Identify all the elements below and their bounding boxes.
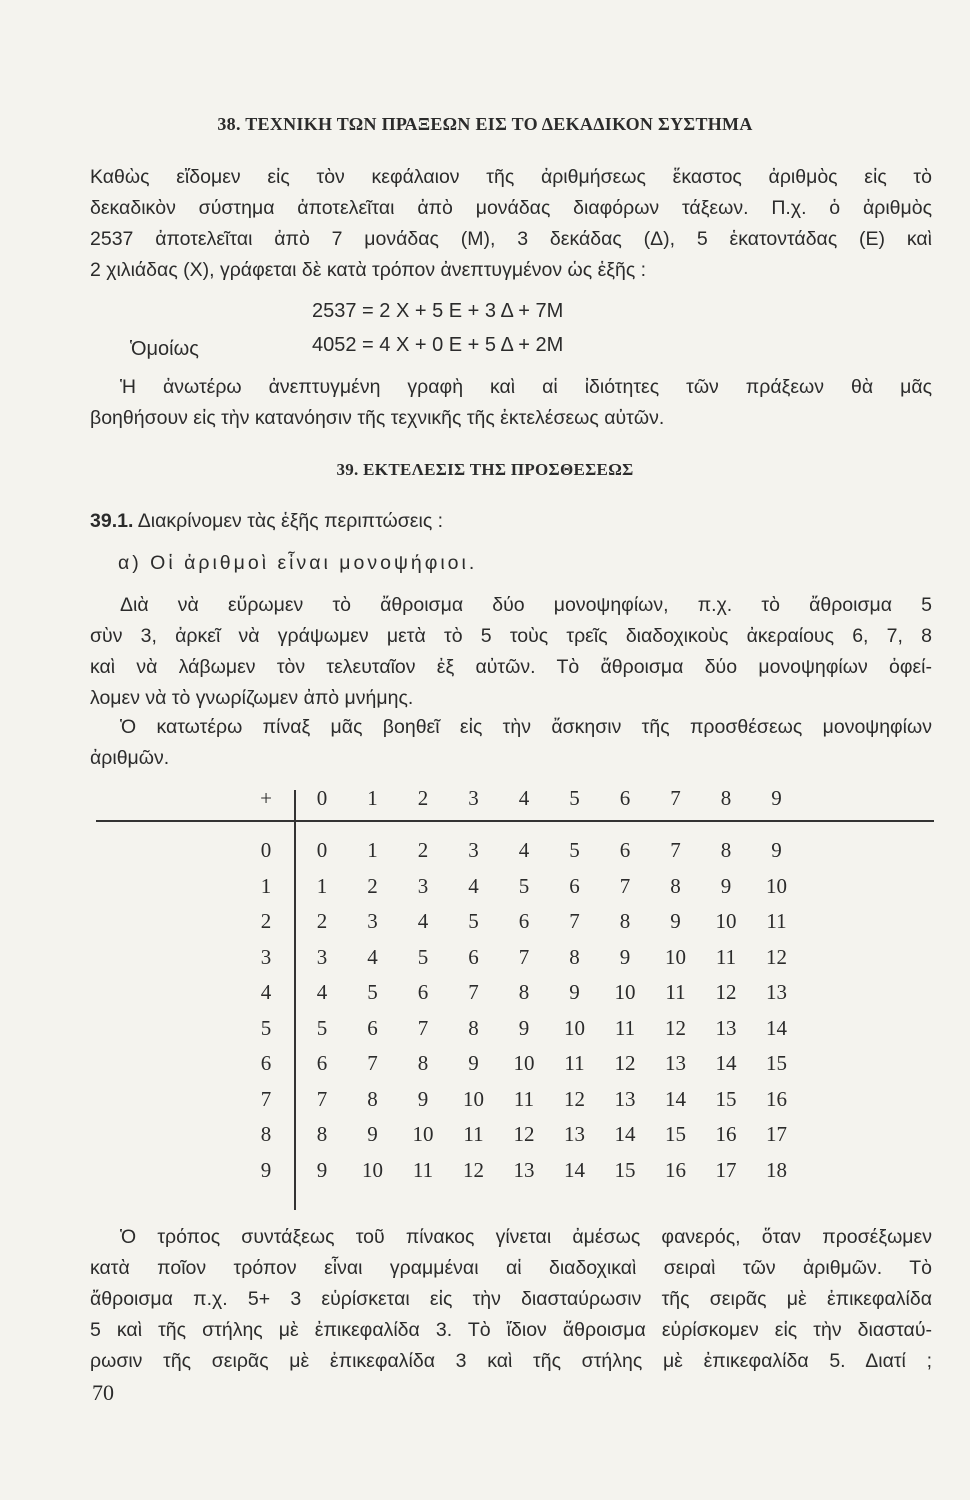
table-operator: + — [260, 786, 272, 810]
table-cell: 7 — [569, 909, 580, 933]
table-cell: 14 — [766, 1015, 787, 1040]
equation-2: 4052 = 4 Χ + 0 Ε + 5 Δ + 2Μ — [312, 334, 564, 356]
paragraph-3-line-3: καὶ νὰ λάβωμεν τὸν τελευταῖον ἐξ αὐτῶν. Τὸ ἄθροισμα δύο μονοψηφίων ὀφεί- — [90, 656, 932, 678]
table-cell: 9 — [771, 838, 782, 862]
table-cell: 11 — [766, 909, 787, 933]
table-row-label: 3 — [260, 944, 272, 969]
table-cell: 8 — [619, 909, 631, 933]
table-cell: 10 — [665, 944, 686, 969]
table-cell: 9 — [367, 1122, 378, 1146]
table-cell: 5 — [316, 1015, 328, 1040]
table-cell: 4 — [316, 980, 328, 1004]
similarly-label: Ὁμοίως — [130, 338, 199, 360]
table-cell: 6 — [367, 1015, 378, 1040]
table-cell: 11 — [412, 1157, 434, 1182]
table-cell: 11 — [564, 1051, 585, 1075]
table-cell: 11 — [463, 1122, 484, 1146]
table-cell: 5 — [417, 944, 429, 969]
table-cell: 7 — [367, 1051, 378, 1075]
table-cell: 1 — [316, 873, 328, 898]
table-column-header: 1 — [367, 786, 378, 810]
table-cell: 9 — [518, 1015, 530, 1040]
table-cell: 14 — [614, 1122, 636, 1146]
table-cell: 10 — [715, 909, 737, 933]
table-column-header: 5 — [569, 786, 580, 810]
paragraph-3-line-1: Διὰ νὰ εὕρωμεν τὸ ἄθροισμα δύο μονοψηφίων, π.χ. τὸ ἄθροισμα 5 — [120, 594, 932, 616]
table-cell: 12 — [766, 944, 787, 969]
subsection-number: 39.1. — [90, 510, 134, 532]
table-cell: 15 — [715, 1086, 737, 1111]
paragraph-2-line-2: βοηθήσουν εἰς τὴν κατανόησιν τῆς τεχνικῆς τῆς ἐκτελέσεως αὐτῶν. — [90, 407, 665, 429]
table-cell: 12 — [564, 1086, 585, 1111]
table-cell: 8 — [468, 1015, 479, 1040]
table-cell: 8 — [569, 944, 580, 969]
table-cell: 8 — [670, 873, 681, 898]
table-cell: 8 — [720, 838, 732, 862]
table-cell: 13 — [564, 1122, 585, 1146]
section-38-title: 38. ΤΕΧΝΙΚΗ ΤΩΝ ΠΡΑΞΕΩΝ ΕΙΣ ΤΟ ΔΕΚΑΔΙΚΟΝ ΣΥΣΤΗΜΑ — [217, 114, 753, 134]
table-cell: 10 — [513, 1051, 535, 1075]
table-label-rule — [294, 790, 296, 1210]
table-cell: 10 — [614, 980, 636, 1004]
table-cell: 6 — [518, 909, 530, 933]
table-cell: 12 — [614, 1051, 636, 1075]
table-cell: 18 — [766, 1157, 787, 1182]
paragraph-5-line-1: Ὁ τρόπος συντάξεως τοῦ πίνακος γίνεται ἀμέσως φανερός, ὅταν προσέξωμεν — [120, 1226, 932, 1248]
table-column-header: 9 — [771, 786, 782, 810]
table-cell: 10 — [766, 873, 787, 898]
paragraph-5-line-3: ἄθροισμα π.χ. 5+ 3 εὑρίσκεται εἰς τὴν διασταύρωσιν τῆς σειρᾶς μὲ ἐπικεφαλίδα — [90, 1288, 932, 1310]
table-cell: 13 — [665, 1051, 686, 1075]
table-cell: 16 — [665, 1157, 686, 1182]
table-cell: 15 — [665, 1122, 686, 1146]
table-cell: 6 — [417, 980, 429, 1004]
subsection-39-1 — [90, 506, 932, 537]
table-row-label: 5 — [260, 1015, 272, 1040]
table-cell: 8 — [417, 1051, 429, 1075]
page-number: 70 — [92, 1380, 114, 1405]
table-cell: 10 — [412, 1122, 434, 1146]
table-row-label: 9 — [260, 1157, 272, 1182]
table-cell: 1 — [367, 838, 378, 862]
table-column-header: 7 — [670, 786, 681, 810]
paragraph-3 — [90, 590, 932, 714]
table-cell: 6 — [316, 1051, 328, 1075]
paragraph-3-line-2: σὺν 3, ἀρκεῖ νὰ γράψωμεν μετὰ τὸ 5 τοὺς τρεῖς διαδοχικοὺς ἀκεραίους 6, 7, 8 — [90, 625, 932, 647]
table-cell: 7 — [670, 838, 681, 862]
table-cell: 4 — [417, 909, 429, 933]
paragraph-5 — [90, 1222, 932, 1377]
table-cell: 9 — [619, 944, 631, 969]
table-row-label: 0 — [260, 838, 272, 862]
table-cell: 14 — [665, 1086, 686, 1111]
paragraph-3-line-4: λομεν νὰ τὸ γνωρίζωμεν ἀπὸ μνήμης. — [90, 687, 414, 709]
table-cell: 5 — [569, 838, 580, 862]
table-cell: 10 — [362, 1157, 383, 1182]
table-cell: 11 — [513, 1086, 535, 1111]
paragraph-4-line-2: ἀριθμῶν. — [90, 747, 170, 769]
paragraph-1-line-4: 2 χιλιάδας (Χ), γράφεται δὲ κατὰ τρόπον ἀνεπτυγμένον ὡς ἑξῆς : — [90, 259, 647, 281]
table-column-header: 0 — [316, 786, 328, 810]
paragraph-1-line-1: Καθὼς εἴδομεν εἰς τὸν κεφάλαιον τῆς ἀριθμήσεως ἕκαστος ἀριθμὸς εἰς τὸ — [90, 166, 932, 188]
table-cell: 10 — [564, 1015, 585, 1040]
paragraph-2-line-1: Ἡ ἀνωτέρω ἀνεπτυγμένη γραφὴ καὶ αἱ ἰδιότητες τῶν πράξεων θὰ μᾶς — [120, 376, 932, 398]
table-row-label: 6 — [260, 1051, 272, 1075]
table-cell: 7 — [518, 944, 530, 969]
table-cell: 9 — [720, 873, 732, 898]
table-cell: 17 — [715, 1157, 737, 1182]
paragraph-4 — [90, 712, 932, 774]
table-cell: 12 — [463, 1157, 484, 1182]
table-cell: 16 — [715, 1122, 737, 1146]
table-cell: 3 — [468, 838, 479, 862]
paragraph-5-line-5: ρωσιν τῆς σειρᾶς μὲ ἐπικεφαλίδα 3 καὶ τῆς στήλης μὲ ἐπικεφαλίδα 5. Διατί ; — [90, 1350, 932, 1372]
table-cell: 14 — [715, 1051, 737, 1075]
table-cell: 6 — [468, 944, 479, 969]
table-column-header: 6 — [619, 786, 631, 810]
table-column-header: 3 — [468, 786, 479, 810]
paragraph-5-line-4: 5 καὶ τῆς στήλης μὲ ἐπικεφαλίδα 3. Τὸ ἴδιον ἄθροισμα εὑρίσκομεν εἰς τὴν διασταύ- — [90, 1319, 932, 1341]
table-cell: 6 — [619, 838, 631, 862]
table-cell: 5 — [468, 909, 479, 933]
table-row-label: 8 — [260, 1122, 272, 1146]
table-row-label: 2 — [260, 909, 272, 933]
table-row-label: 1 — [260, 873, 272, 898]
table-cell: 3 — [367, 909, 378, 933]
table-cell: 15 — [766, 1051, 787, 1075]
paragraph-1 — [90, 162, 932, 286]
table-cell: 5 — [367, 980, 378, 1004]
section-39-title: 39. ΕΚΤΕΛΕΣΙΣ ΤΗΣ ΠΡΟΣΘΕΣΕΩΣ — [336, 460, 634, 479]
table-cell: 12 — [665, 1015, 686, 1040]
table-cell: 8 — [316, 1122, 328, 1146]
table-cell: 11 — [665, 980, 686, 1004]
paragraph-1-line-3: 2537 ἀποτελεῖται ἀπὸ 7 μονάδας (Μ), 3 δεκάδας (Δ), 5 ἑκατοντάδας (Ε) καὶ — [90, 228, 932, 250]
table-cell: 7 — [316, 1086, 328, 1111]
table-cell: 5 — [518, 873, 530, 898]
table-cell: 0 — [316, 838, 328, 862]
table-cell: 8 — [367, 1086, 378, 1111]
table-cell: 12 — [513, 1122, 535, 1146]
table-cell: 2 — [367, 873, 378, 898]
table-cell: 8 — [518, 980, 530, 1004]
table-cell: 9 — [670, 909, 681, 933]
paragraph-2 — [90, 372, 932, 434]
table-cell: 14 — [564, 1157, 585, 1182]
table-cell: 7 — [619, 873, 631, 898]
table-row-label: 4 — [260, 980, 272, 1004]
table-cell: 2 — [417, 838, 429, 862]
table-cell: 12 — [715, 980, 737, 1004]
table-cell: 15 — [614, 1157, 636, 1182]
table-cell: 3 — [316, 944, 328, 969]
table-cell: 16 — [766, 1086, 787, 1111]
table-cell: 13 — [766, 980, 787, 1004]
table-column-header: 8 — [720, 786, 732, 810]
table-cell: 9 — [417, 1086, 429, 1111]
table-cell: 13 — [715, 1015, 737, 1040]
table-column-header: 4 — [518, 786, 530, 810]
table-cell: 13 — [614, 1086, 636, 1111]
addition-table — [96, 782, 936, 1212]
table-cell: 4 — [367, 944, 378, 969]
paragraph-1-line-2: δεκαδικὸν σύστημα ἀποτελεῖται ἀπὸ μονάδας διαφόρων τάξεων. Π.χ. ὁ ἀριθμὸς — [90, 197, 932, 219]
table-cell: 13 — [513, 1157, 535, 1182]
table-cell: 9 — [569, 980, 580, 1004]
table-cell: 9 — [468, 1051, 479, 1075]
paragraph-5-line-2: κατὰ ποῖον τρόπον εἶναι γραμμέναι αἱ διαδοχικαὶ σειραὶ τῶν ἀριθμῶν. Τὸ — [90, 1257, 932, 1279]
subsection-text: Διακρίνομεν τὰς ἑξῆς περιπτώσεις : — [137, 510, 444, 532]
table-cell: 7 — [468, 980, 479, 1004]
table-cell: 7 — [417, 1015, 429, 1040]
table-cell: 11 — [715, 944, 737, 969]
table-cell: 10 — [463, 1086, 484, 1111]
table-column-header: 2 — [417, 786, 429, 810]
table-cell: 3 — [417, 873, 429, 898]
table-cell: 4 — [518, 838, 530, 862]
table-cell: 2 — [316, 909, 328, 933]
table-cell: 11 — [614, 1015, 636, 1040]
table-cell: 17 — [766, 1122, 787, 1146]
paragraph-4-line-1: Ὁ κατωτέρω πίναξ μᾶς βοηθεῖ εἰς τὴν ἄσκησιν τῆς προσθέσεως μονοψηφίων — [120, 716, 932, 738]
case-a: α) Οἱ ἀριθμοὶ εἶναι μονοψήφιοι. — [118, 552, 478, 574]
table-header-rule — [96, 820, 934, 822]
equation-1: 2537 = 2 Χ + 5 Ε + 3 Δ + 7Μ — [312, 300, 564, 322]
table-row-label: 7 — [260, 1086, 272, 1111]
table-cell: 9 — [316, 1157, 328, 1182]
table-cell: 6 — [569, 873, 580, 898]
table-cell: 4 — [468, 873, 479, 898]
